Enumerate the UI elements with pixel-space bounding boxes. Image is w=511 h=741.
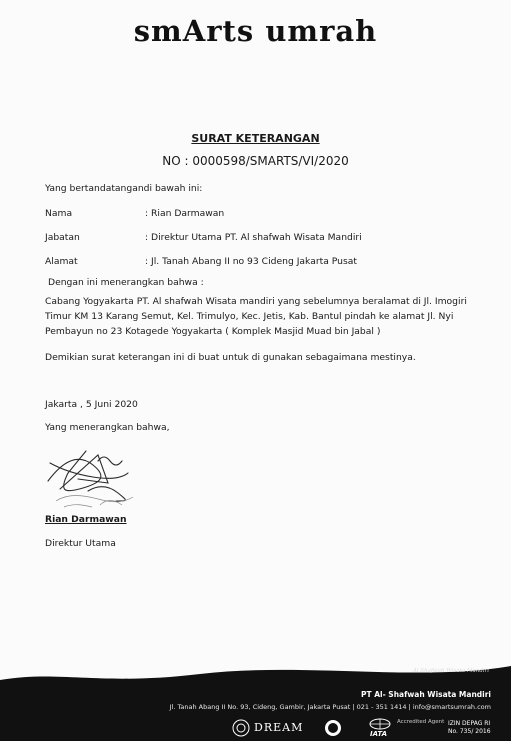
footer-address: Jl. Tanah Abang II No. 93, Cideng, Gambir, Jakarta Pusat | 021 - 351 1414 | info@smartsumrah.com xyxy=(169,703,491,711)
footer-script-logo: Al Shafwah Wisata Mandiri xyxy=(412,668,489,674)
footer-logos xyxy=(232,717,492,739)
signoff-text: Yang menerangkan bahwa, xyxy=(45,422,170,433)
dream-logo-text: DREAM xyxy=(254,721,304,734)
signer-title: Direktur Utama xyxy=(45,538,116,549)
place-date: Jakarta , 5 Juni 2020 xyxy=(45,399,138,410)
association-badge-icon xyxy=(324,719,342,737)
letter-number: NO : 0000598/SMARTS/VI/2020 xyxy=(162,154,349,168)
field-value-nama: : Rian Darmawan xyxy=(145,208,225,219)
signer-name: Rian Darmawan xyxy=(45,514,127,525)
footer-wave-decoration xyxy=(0,660,511,690)
accredited-agent-text: Accredited Agent xyxy=(397,719,445,725)
izin-line-2: No. 735/ 2016 xyxy=(448,728,491,735)
field-value-alamat: : Jl. Tanah Abang II no 93 Cideng Jakarta Pusat xyxy=(145,256,357,267)
footer-company-name: PT Al- Shafwah Wisata Mandiri xyxy=(360,690,491,699)
intro-text: Yang bertandatangandi bawah ini: xyxy=(45,183,203,194)
field-label-jabatan: Jabatan xyxy=(45,232,80,243)
smarts-umrah-logo: smArts umrah xyxy=(133,14,378,48)
dream-emblem-icon xyxy=(232,719,250,737)
field-label-nama: Nama xyxy=(45,208,73,219)
iata-logo-text: IATA xyxy=(370,730,388,738)
field-label-alamat: Alamat xyxy=(45,256,78,267)
body-paragraph: Cabang Yogyakarta PT. Al shafwah Wisata mandiri yang sebelumnya beralamat di Jl. Imogiri Timur KM 13 Karang Semut, Kel. Trimulyo, Kec. Jetis, Kab. Bantul pindah ke alamat Jl. Nyi Pembayun no 23 Kotagede Yogyakarta ( Komplek Masjid Muad bin Jabal ) xyxy=(45,296,467,337)
letter-title: SURAT KETERANGAN xyxy=(191,132,320,145)
izin-line-1: IZIN DEPAG RI xyxy=(448,720,491,727)
statement-text: Dengan ini menerangkan bahwa : xyxy=(48,277,204,288)
signature-image xyxy=(38,443,148,517)
footer-bar xyxy=(0,660,511,741)
izin-depag xyxy=(448,720,491,736)
field-value-jabatan: : Direktur Utama PT. Al shafwah Wisata Mandiri xyxy=(145,232,362,243)
closing-text: Demikian surat keterangan ini di buat untuk di gunakan sebagaimana mestinya. xyxy=(45,352,416,363)
